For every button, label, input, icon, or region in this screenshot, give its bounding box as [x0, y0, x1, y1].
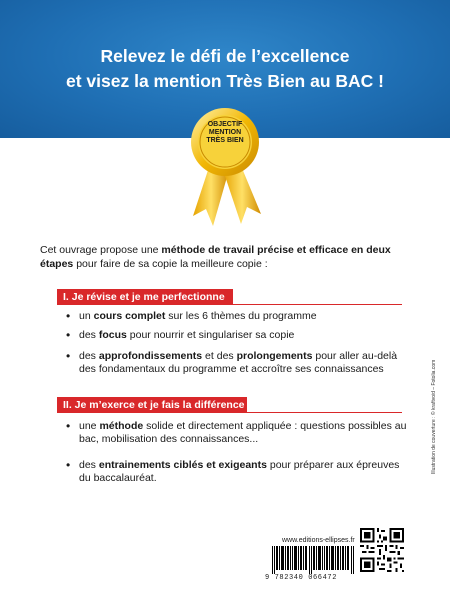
headline-line-1: Relevez le défi de l’excellence — [100, 46, 350, 66]
section-1-divider — [57, 304, 402, 305]
list-item: • un cours complet sur les 6 thèmes du programme — [66, 310, 414, 323]
section-2-divider — [57, 412, 402, 413]
medal-label: OBJECTIF MENTION TRÈS BIEN — [206, 121, 244, 144]
publisher-url: www.editions-ellipses.fr — [282, 537, 355, 544]
section-1-heading: I. Je révise et je me perfectionne — [57, 289, 233, 305]
cover-credit: Illustration de couverture : © kraftvoid – Fotolia.com — [431, 359, 437, 474]
headline-line-2: et visez la mention Très Bien au BAC ! — [66, 71, 384, 91]
list-item: • une méthode solide et directement appliquée : questions possibles au bac, mobilisation des connaissances... — [66, 420, 414, 446]
list-item: • des entrainements ciblés et exigeants pour préparer aux épreuves du baccalauréat. — [66, 459, 414, 485]
qr-code-icon — [360, 528, 404, 572]
section-2-heading: II. Je m’exerce et je fais la différence — [57, 397, 247, 413]
headline — [0, 44, 450, 94]
isbn-number: 9 782340 066472 — [265, 574, 338, 582]
list-item: • des approfondissements et des prolongements pour aller au-delà des fondamentaux du programme et accroître ses connaissances — [66, 350, 414, 376]
list-item: • des focus pour nourrir et singulariser sa copie — [66, 329, 414, 342]
intro-paragraph: Cet ouvrage propose une méthode de travail précise et efficace en deux étapes pour faire de sa copie la meilleure copie : — [40, 244, 391, 270]
barcode-icon — [272, 546, 354, 574]
